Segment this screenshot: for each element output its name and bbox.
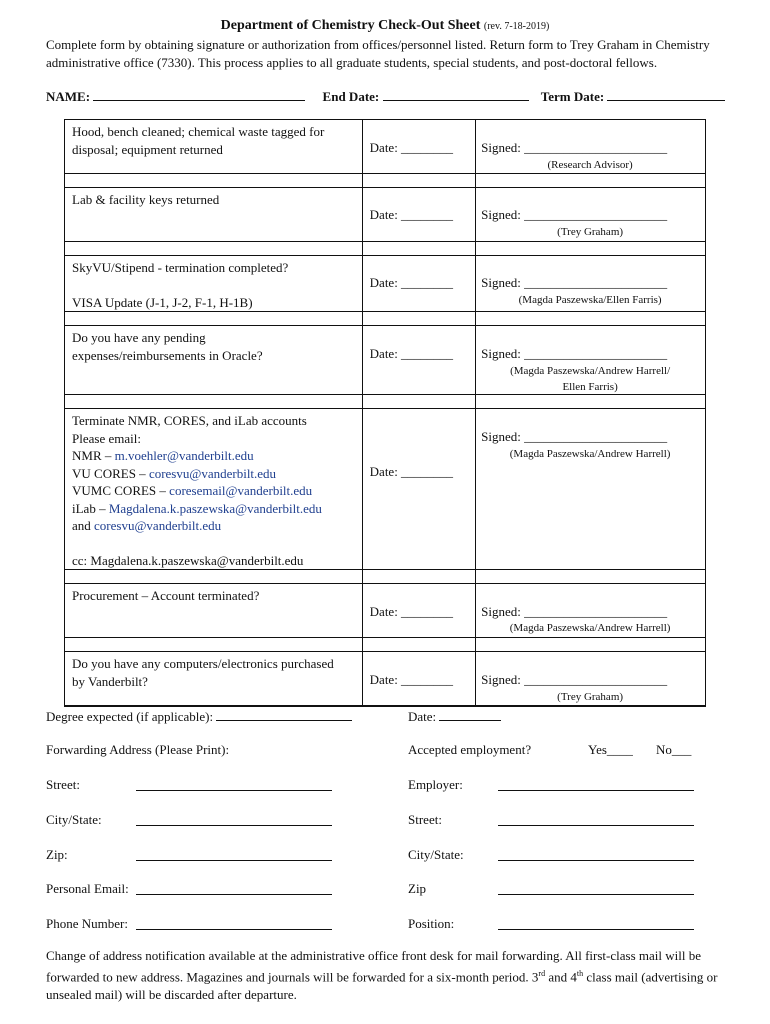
signer-name: (Magda Paszewska/Ellen Farris): [518, 294, 662, 306]
row-text: Hood, bench cleaned; chemical waste tagged for: [72, 124, 325, 139]
email-line: VU CORES – coresvu@vanderbilt.edu: [72, 465, 277, 481]
degree-field[interactable]: [216, 709, 352, 721]
checkout-table: [64, 119, 706, 707]
name-label: NAME:: [46, 89, 91, 104]
signer-name: (Magda Paszewska/Andrew Harrell/: [510, 365, 671, 377]
name-row: [46, 89, 725, 105]
row-text: Procurement – Account terminated?: [72, 588, 260, 603]
date-field[interactable]: Date: ________: [369, 140, 454, 155]
name-field[interactable]: [93, 89, 305, 101]
date-field[interactable]: Date: ________: [369, 464, 454, 479]
date-field[interactable]: Date: ________: [369, 207, 454, 222]
email-line: VUMC CORES – coresemail@vanderbilt.edu: [72, 483, 313, 498]
city-state-label: City/State:: [46, 812, 102, 827]
signer-name: (Research Advisor): [547, 159, 633, 171]
degree-label: Degree expected (if applicable):: [46, 709, 214, 724]
date-field[interactable]: Date: ________: [369, 672, 454, 687]
date-field[interactable]: Date: ________: [369, 346, 454, 361]
employer-field[interactable]: [498, 779, 694, 791]
signature-field[interactable]: Signed: ______________________: [481, 346, 668, 361]
employer-city-state-label: City/State:: [408, 847, 464, 862]
form-title: [0, 18, 770, 34]
cc-line: cc: Magdalena.k.paszewska@vanderbilt.edu: [72, 552, 304, 568]
date-field[interactable]: Date: ________: [369, 604, 454, 619]
signer-name: (Magda Paszewska/Andrew Harrell): [509, 448, 671, 460]
street-label: Street:: [46, 777, 80, 792]
term-date-label: Term Date:: [540, 89, 605, 104]
table-row: [65, 584, 706, 638]
revision-text: (rev. 7-18-2019): [483, 21, 550, 32]
email-link[interactable]: coresvu@vanderbilt.edu: [148, 465, 277, 481]
intro-text: Complete form by obtaining signature or authorization from offices/personnel listed. Return form to Trey Graham in Chemistry administrative office (7330). This process applies to all graduate students, special students, and post-doctoral fellows.: [46, 37, 710, 70]
signature-field[interactable]: Signed: ______________________: [481, 429, 668, 444]
row-text: by Vanderbilt?: [72, 673, 148, 689]
zip-label: Zip:: [46, 847, 68, 862]
yes-field[interactable]: Yes____: [588, 742, 633, 757]
signer-name: (Trey Graham): [557, 226, 624, 238]
position-field[interactable]: [498, 918, 694, 930]
phone-field[interactable]: [136, 918, 332, 930]
street-field[interactable]: [136, 779, 332, 791]
table-row: [65, 256, 706, 312]
row-text: expenses/reimbursements in Oracle?: [72, 347, 263, 363]
signature-field[interactable]: Signed: ______________________: [481, 140, 668, 155]
row-text: Please email:: [72, 430, 141, 446]
email-line: NMR – m.voehler@vanderbilt.edu: [72, 448, 254, 463]
email-link[interactable]: coresemail@vanderbilt.edu: [169, 483, 313, 498]
row-text: Do you have any pending: [72, 330, 206, 345]
title-text: Department of Chemistry Check-Out Sheet: [220, 18, 481, 33]
footer-note: Change of address notification available at the administrative office front desk for mail forwarding. All first-class mail will be forwarded to new address. Magazines and journals will be forwarded for a six-month period. 3rd and 4th class mail (advertising or unsealed mail) will be discarded after departure.: [46, 948, 718, 1003]
row-text: Terminate NMR, CORES, and iLab accounts: [72, 413, 307, 428]
employer-label: Employer:: [408, 777, 463, 792]
accepted-employment-label: Accepted employment?: [408, 742, 532, 757]
email-link[interactable]: Magdalena.k.paszewska@vanderbilt.edu: [108, 500, 322, 516]
term-date-field[interactable]: [607, 89, 725, 101]
phone-label: Phone Number:: [46, 916, 128, 931]
table-row: [65, 326, 706, 395]
table-row: [65, 120, 706, 174]
employer-zip-label: Zip: [408, 881, 427, 896]
end-date-field[interactable]: [383, 89, 529, 101]
signer-name: Ellen Farris): [562, 381, 618, 393]
city-state-field[interactable]: [136, 814, 332, 826]
row-text: VISA Update (J-1, J-2, F-1, H-1B): [72, 294, 253, 310]
end-date-label: End Date:: [322, 89, 380, 104]
zip-field[interactable]: [136, 849, 332, 861]
employer-city-state-field[interactable]: [498, 849, 694, 861]
table-row: [65, 409, 706, 570]
email-link[interactable]: m.voehler@vanderbilt.edu: [114, 448, 254, 463]
degree-date-row: [408, 709, 501, 725]
signature-field[interactable]: Signed: ______________________: [481, 275, 668, 290]
degree-date-field[interactable]: [439, 709, 501, 721]
table-row: [65, 188, 706, 242]
date-label: Date:: [408, 709, 437, 724]
signature-field[interactable]: Signed: ______________________: [481, 604, 668, 619]
signer-name: (Magda Paszewska/Andrew Harrell): [509, 622, 671, 634]
email-line: iLab – Magdalena.k.paszewska@vanderbilt.edu: [72, 500, 322, 516]
employer-zip-field[interactable]: [498, 883, 694, 895]
signer-name: (Trey Graham): [557, 691, 624, 703]
no-field[interactable]: No___: [656, 742, 692, 757]
email-link[interactable]: coresvu@vanderbilt.edu: [94, 518, 222, 533]
employer-street-label: Street:: [408, 812, 442, 827]
forwarding-label: Forwarding Address (Please Print):: [46, 742, 230, 757]
signature-field[interactable]: Signed: ______________________: [481, 207, 668, 222]
date-field[interactable]: Date: ________: [369, 275, 454, 290]
email-line: and coresvu@vanderbilt.edu: [72, 518, 222, 533]
personal-email-field[interactable]: [136, 883, 332, 895]
position-label: Position:: [408, 916, 455, 931]
row-text: Lab & facility keys returned: [72, 192, 220, 207]
personal-email-label: Personal Email:: [46, 881, 129, 896]
row-text: Do you have any computers/electronics purchased: [72, 656, 334, 671]
employer-street-field[interactable]: [498, 814, 694, 826]
signature-field[interactable]: Signed: ______________________: [481, 672, 668, 687]
row-text: SkyVU/Stipend - termination completed?: [72, 260, 289, 275]
table-row: [65, 652, 706, 707]
row-text: disposal; equipment returned: [72, 141, 223, 157]
degree-row: [46, 709, 352, 725]
